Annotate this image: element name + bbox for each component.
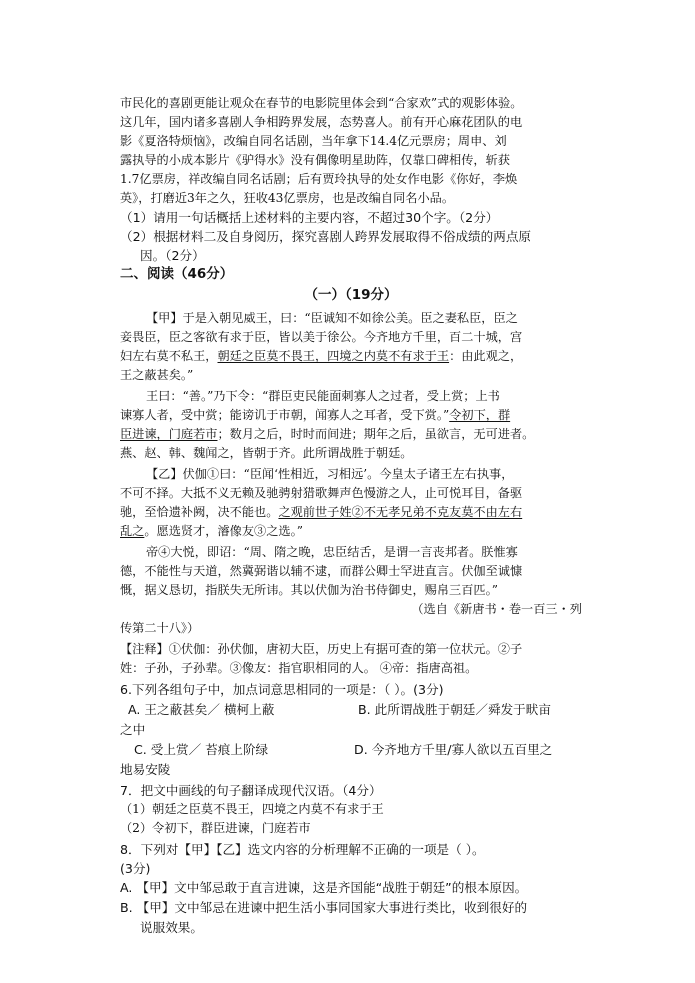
question-8-stem: 8．下列对【甲】【乙】选文内容的分析理解不正确的一项是（ ）。 bbox=[120, 842, 485, 857]
material-line-6: 英》，打磨近3年之久，狂收43亿票房，也是改编自同名小品。 bbox=[120, 191, 455, 205]
material-line-4: 露执导的小成本影片《驴得水》没有偶像明星助阵，仅靠口碑相传，斩获 bbox=[120, 153, 510, 167]
question-6-option-c: C. 受上赏／ 苔痕上阶绿 bbox=[134, 742, 269, 757]
jia-line-7 bbox=[120, 425, 582, 444]
question-2-line-2: 因。（2分） bbox=[140, 248, 205, 263]
jia-line-3-tail: ：由此观之， bbox=[449, 349, 523, 363]
jia-line-6-text: 谏寡人者，受中赏；能谤讥于市朝，闻寡人之耳者，受下赏。” bbox=[120, 408, 450, 422]
question-2-line-1: （2）根据材料二及自身阅历，探究喜剧人跨界发展取得不俗成绩的两点原 bbox=[120, 229, 532, 244]
question-6-stem: 6.下列各组句子中，加点词意思相同的一项是：（ ）。(3分) bbox=[120, 682, 444, 697]
section-subtitle: （一）（19分） bbox=[304, 287, 398, 303]
question-6-option-d: D. 今齐地方千里/寡人欲以五百里之 bbox=[354, 742, 553, 757]
material-line-1: 市民化的喜剧更能让观众在春节的电影院里体会到“合家欢”式的观影体验。 bbox=[120, 96, 523, 110]
jia-line-7-tail: ；数月之后，时时而间进；期年之后，虽欲言，无可进者。 bbox=[217, 427, 535, 441]
jia-line-4: 王之蔽甚矣。” bbox=[120, 368, 194, 382]
question-7-item-2: （2）令初下，群臣进谏，门庭若市 bbox=[120, 821, 311, 835]
question-6-option-a: A. 王之蔽甚矣／ 横柯上蔽 bbox=[128, 702, 275, 717]
jia-line-3-text: 妇左右莫不私王， bbox=[120, 349, 218, 363]
yi-line-4 bbox=[120, 522, 582, 541]
yi-underlined-sentence-b: 乱之 bbox=[120, 524, 145, 538]
jia-line-6 bbox=[120, 406, 582, 425]
jia-line-1: 【甲】于是入朝见威王，曰：“臣诚知不如徐公美。臣之妻私臣，臣之 bbox=[146, 311, 518, 325]
yi-line-3 bbox=[120, 503, 582, 522]
jia-line-2: 妾畏臣，臣之客欲有求于臣，皆以美于徐公。今齐地方千里，百二十城，宫 bbox=[120, 330, 523, 344]
yi-line-4-tail: 。愿选贤才，濬像友③之选。” bbox=[144, 524, 303, 538]
yi-line-5: 帝④大悦，即诏：“周、隋之晚，忠臣结舌，是谓一言丧邦者。朕惟寡 bbox=[146, 545, 518, 559]
question-7-stem: 7．把文中画线的句子翻译成现代汉语。（4分） bbox=[120, 783, 382, 798]
jia-line-8: 燕、赵、韩、魏闻之，皆朝于齐。此所谓战胜于朝廷。 bbox=[120, 446, 413, 460]
section-title: 二、阅读（46分） bbox=[120, 266, 234, 282]
yi-line-3-text: 驰，至恰遗补阙，决不能也。 bbox=[120, 505, 279, 519]
jia-underlined-sentence-2a: 令初下，群 bbox=[449, 408, 511, 422]
notes-line-2: 姓：子孙，子孙辈。③像友：指官职相同的人。 ④帝：指唐高祖。 bbox=[120, 661, 478, 675]
material-line-5: 1.7亿票房，祥改编自同名话剧；后有贾玲执导的处女作电影《你好，李焕 bbox=[120, 172, 518, 186]
question-1: （1）请用一句话概括上述材料的主要内容，不超过30个字。（2分） bbox=[120, 210, 499, 225]
yi-source-line-2: 传第二十八》） bbox=[120, 621, 200, 635]
yi-line-2: 不可不择。大抵不义无赖及驰骋射猎歌舞声色慢游之人，止可悦耳目，备驱 bbox=[120, 486, 523, 500]
yi-line-1: 【乙】伏伽①曰：“臣闻‘性相近，习相远’。今皇太子诸王左右执事， bbox=[146, 467, 514, 481]
question-8-option-b-cont: 说服效果。 bbox=[140, 920, 203, 935]
question-6-option-d-cont: 地易安陵 bbox=[120, 762, 171, 777]
question-8-option-b: B. 【甲】文中邹忌在进谏中把生活小事同国家大事进行类比，收到很好的 bbox=[120, 900, 528, 915]
material-line-3: 影《夏洛特烦恼》，改编自同名话剧，当年拿下14.4亿元票房；周申、刘 bbox=[120, 134, 507, 148]
question-8-option-a: A. 【甲】文中邹忌敢于直言进谏，这是齐国能“战胜于朝廷”的根本原因。 bbox=[120, 880, 528, 895]
yi-line-7: 慨，据义恳切，指朕失无所讳。其以伏伽为治书侍御史，赐帛三百匹。” bbox=[120, 583, 498, 597]
material-line-2: 这几年，国内诸多喜剧人争相跨界发展，态势喜人。前有开心麻花团队的电 bbox=[120, 115, 523, 129]
jia-underlined-sentence-1: 朝廷之臣莫不畏王，四境之内莫不有求于王 bbox=[217, 349, 450, 363]
question-8-score: (3分) bbox=[120, 861, 151, 876]
jia-underlined-sentence-2b: 臣进谏，门庭若市 bbox=[120, 427, 218, 441]
yi-line-6: 德，不能性与天道，然冀弼谐以辅不逮，而群公卿士罕进直言。伏伽至诚慷 bbox=[120, 564, 523, 578]
yi-underlined-sentence-a: 之观前世子姓②不无孝兄弟不克友莫不由左右 bbox=[278, 505, 523, 519]
yi-source-line-1: （选自《新唐书・卷一百三・列 bbox=[411, 602, 582, 616]
jia-line-5: 王曰：“善。”乃下令：“群臣吏民能面刺寡人之过者，受上赏；上书 bbox=[146, 389, 500, 403]
question-7-item-1: （1）朝廷之臣莫不畏王，四境之内莫不有求于王 bbox=[120, 802, 384, 816]
jia-line-3 bbox=[120, 347, 582, 366]
question-6-option-b: B. 此所谓战胜于朝廷／舜发于畎亩 bbox=[358, 702, 551, 717]
notes-line-1: 【注释】①伏伽：孙伏伽，唐初大臣，历史上有据可查的第一位状元。②子 bbox=[120, 642, 523, 656]
question-6-option-b-cont: 之中 bbox=[120, 722, 146, 737]
